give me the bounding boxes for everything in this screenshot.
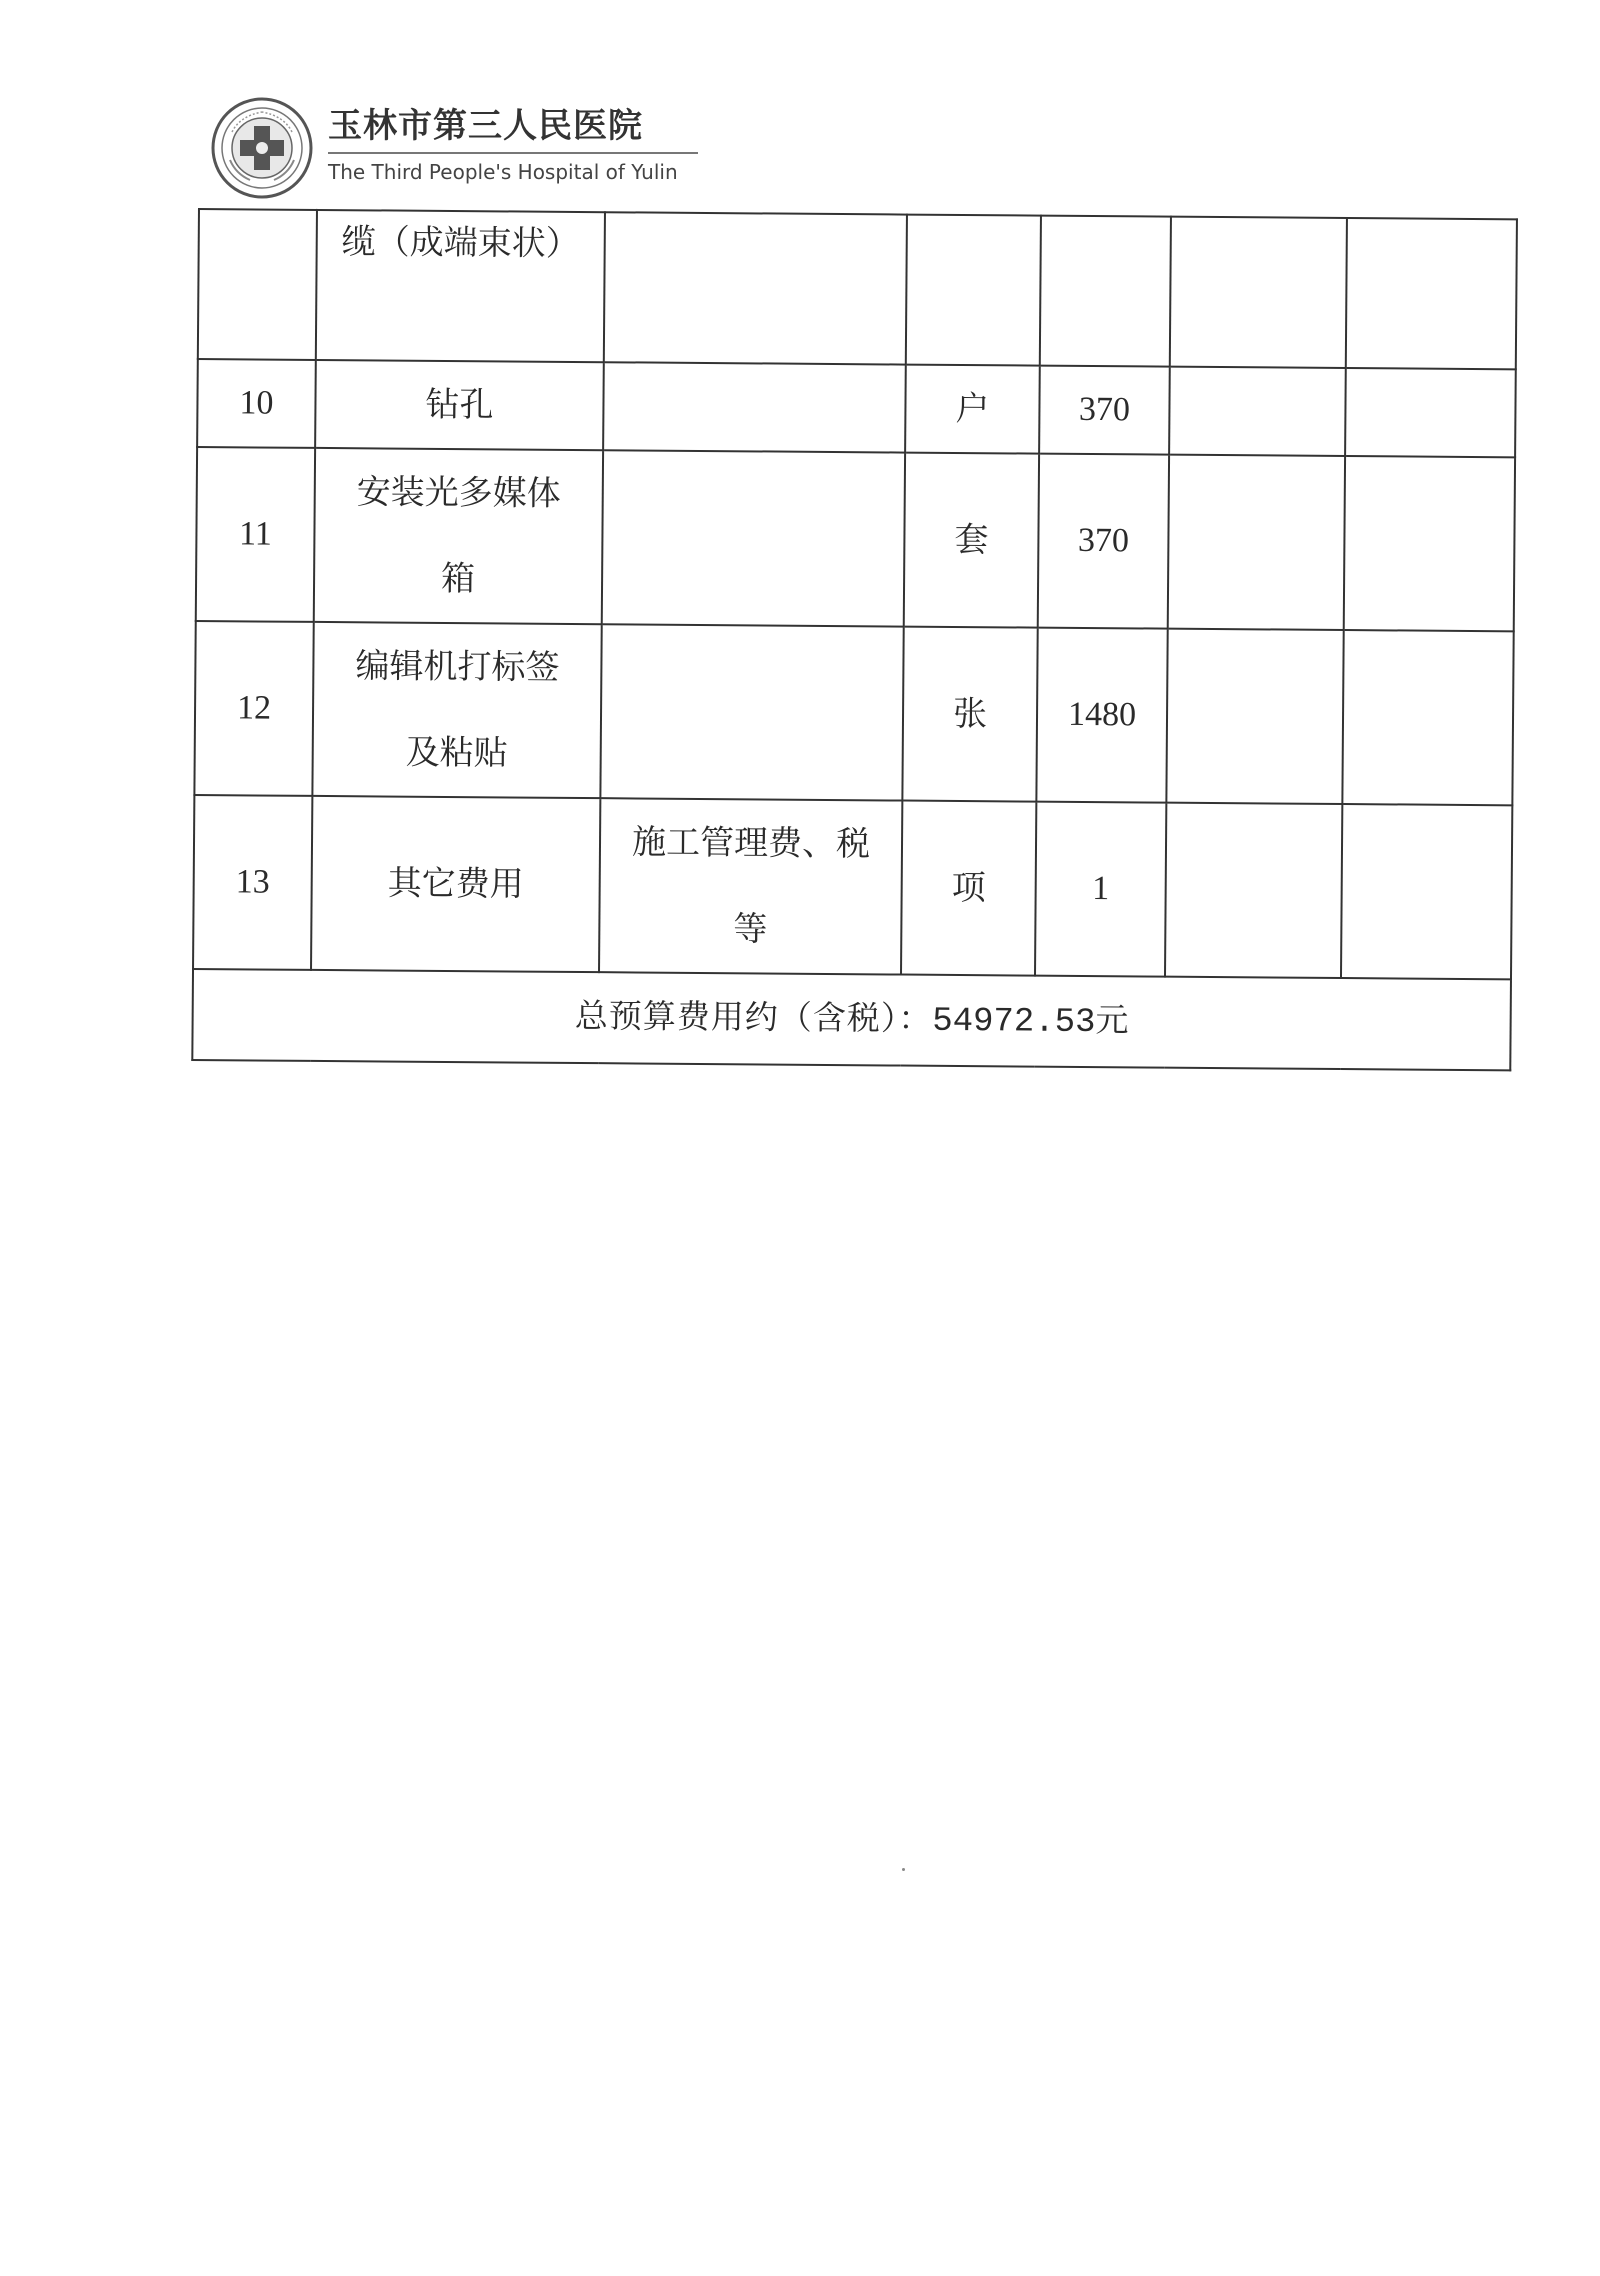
- row-number-cell: 11: [196, 447, 315, 622]
- quantity-cell: [1040, 216, 1171, 367]
- item-name-cell: [311, 796, 600, 972]
- spec-cell: [599, 798, 902, 974]
- amount-cell: [1341, 804, 1512, 979]
- spec-cell: [602, 450, 905, 626]
- quantity-cell: 370: [1039, 366, 1170, 455]
- total-row: [192, 969, 1511, 1070]
- unit-price-cell: [1165, 803, 1342, 978]
- quantity-cell: 370: [1038, 454, 1169, 629]
- amount-cell: [1344, 456, 1515, 631]
- amount-cell: [1342, 630, 1513, 805]
- total-budget-label: 总预算费用约（含税）：: [574, 995, 933, 1038]
- hospital-name-cn: 玉林市第三人民医院: [328, 106, 643, 146]
- cell-text-line: 编辑机打标签: [355, 646, 560, 688]
- spec-cell: [600, 624, 903, 800]
- unit-cell: 户: [905, 365, 1040, 454]
- unit-price-cell: [1169, 367, 1346, 456]
- table-row: [197, 359, 1516, 457]
- total-budget-amount: 54972.53: [932, 1002, 1096, 1043]
- unit-price-cell: [1170, 217, 1347, 368]
- cell-text-line: 箱: [440, 558, 476, 600]
- item-name-cell: [314, 448, 603, 624]
- cell-text-line: 等: [733, 909, 768, 950]
- budget-table: [191, 208, 1518, 1071]
- amount-cell: [1346, 218, 1517, 369]
- row-number-cell: [198, 209, 317, 360]
- cell-text-line: 其它费用: [387, 863, 524, 905]
- spec-cell: [603, 362, 906, 452]
- cell-text-line: 钻孔: [425, 384, 494, 426]
- header-divider: [328, 152, 698, 154]
- unit-cell: [906, 215, 1041, 366]
- row-number-cell: 12: [194, 621, 313, 796]
- unit-cell: 张: [902, 627, 1037, 802]
- cell-text-line: 安装光多媒体: [356, 472, 561, 514]
- item-name-cell: [312, 622, 601, 798]
- letterhead: [210, 96, 710, 196]
- unit-price-cell: [1166, 629, 1343, 804]
- unit-cell: 套: [904, 453, 1039, 628]
- quantity-cell: 1: [1035, 802, 1166, 977]
- hospital-name-en: The Third People's Hospital of Yulin: [328, 160, 678, 184]
- table-row: [196, 447, 1515, 631]
- hospital-seal-logo-icon: [210, 96, 314, 200]
- unit-price-cell: [1168, 455, 1345, 630]
- cell-text-line: 及粘贴: [405, 732, 508, 774]
- table-body: [192, 209, 1517, 1070]
- amount-cell: [1345, 368, 1516, 457]
- row-number-cell: 13: [193, 795, 312, 970]
- table-row: [198, 209, 1517, 369]
- item-name-cell: [316, 210, 605, 362]
- row-number-cell: 10: [197, 359, 316, 448]
- total-budget-cell: [192, 969, 1511, 1070]
- table-row: [193, 795, 1512, 979]
- unit-cell: 项: [901, 801, 1036, 976]
- cell-text-line: 施工管理费、税: [631, 822, 871, 865]
- table-row: [194, 621, 1513, 805]
- item-name-cell: [315, 360, 604, 450]
- quantity-cell: 1480: [1036, 628, 1167, 803]
- total-budget-unit: 元: [1095, 1000, 1129, 1040]
- scan-speck: [902, 1868, 905, 1871]
- cell-text-line: 缆（成端束状）: [341, 222, 580, 264]
- spec-cell: [604, 212, 907, 364]
